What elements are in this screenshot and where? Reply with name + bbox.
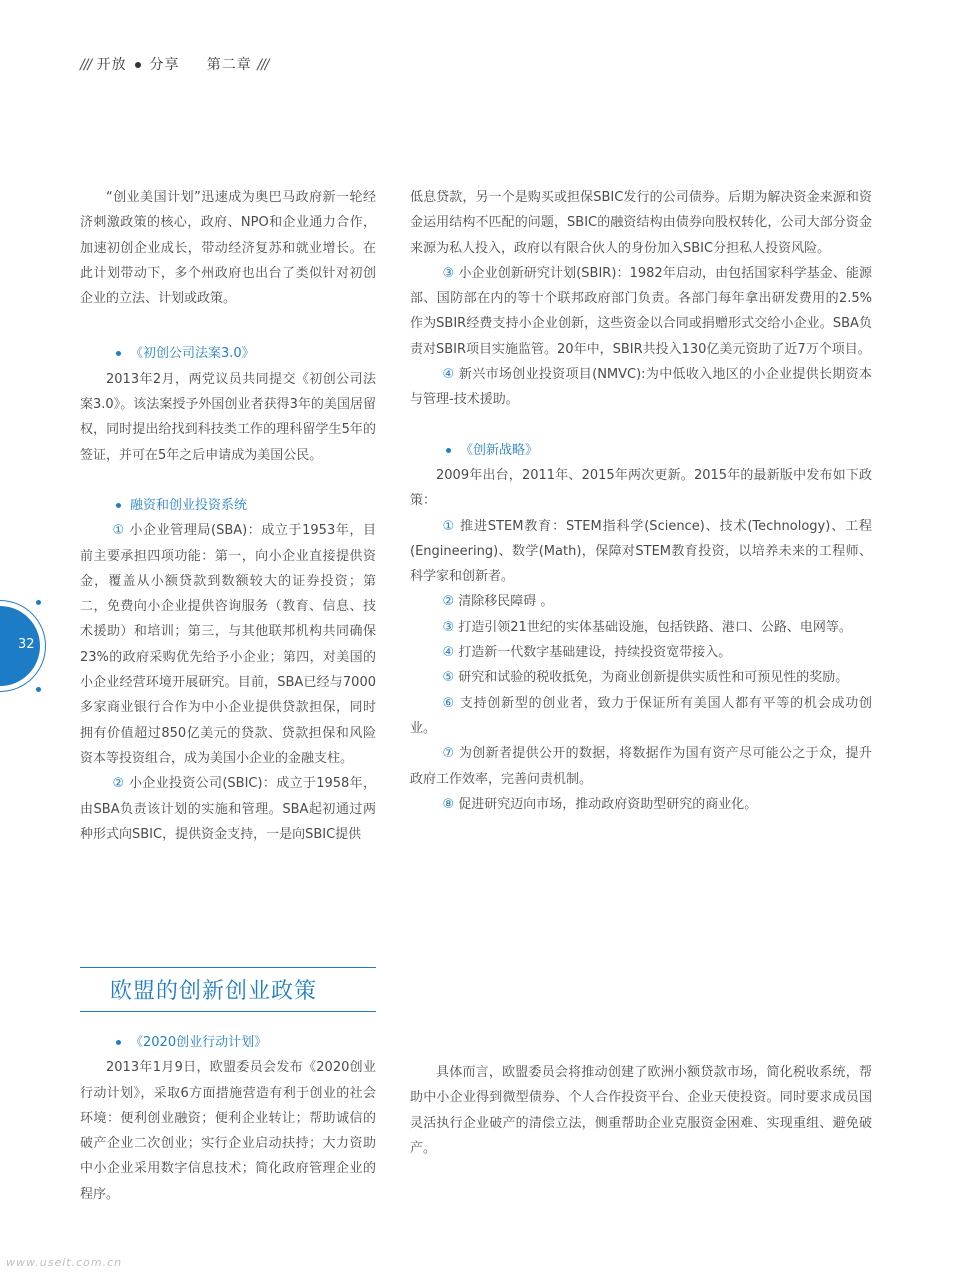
- section-title: 融资和创业投资系统: [130, 497, 248, 513]
- header-part2: 分享: [149, 57, 180, 73]
- item-text: 新兴市场创业投资项目(NMVC):为中低收入地区的小企业提供长期资本与管理-技术援助。: [410, 367, 872, 408]
- header-chapter: 第二章: [206, 57, 252, 73]
- item-number: ⑤: [442, 670, 455, 686]
- item-number: ⑦: [442, 746, 455, 762]
- intro-paragraph: “创业美国计划”迅速成为奥巴马政府新一轮经济刺激政策的核心，政府、NPO和企业通力合作，加速初创企业成长，带动经济复苏和就业增长。在此计划带动下，多个州政府也出台了类似针对初创企业的立法、计划或政策。: [80, 190, 376, 307]
- page-tab-dot-bottom: [36, 687, 41, 692]
- strategy-item: [410, 640, 872, 665]
- section-heading-2020-plan: [80, 1030, 376, 1055]
- running-header: [80, 54, 268, 74]
- sbic-continued-paragraph: 低息贷款，另一个是购买或担保SBIC发行的公司债券。后期为解决资金来源和资金运用结构不匹配的问题，SBIC的融资结构由债券向股权转化，公司大部分资金来源为私人投入，政府以有限合伙人的身份加入SBIC分担私人投资风险。: [410, 190, 872, 256]
- strategy-item: [410, 589, 872, 614]
- item-text: 小企业投资公司(SBIC)：成立于1958年，由SBA负责该计划的实施和管理。SBA起初通过两种形式向SBIC，提供资金支持，一是向SBIC提供: [80, 776, 376, 842]
- section-title: 《初创公司法案3.0》: [130, 346, 255, 362]
- section-heading-finance: [80, 493, 376, 518]
- section-heading-innovation-strategy: [410, 438, 872, 463]
- item-text: 打造引领21世纪的实体基础设施，包括铁路、港口、公路、电网等。: [454, 619, 852, 635]
- sba-paragraph: [80, 518, 376, 771]
- eu-2020-paragraph: 2013年1月9日，欧盟委员会发布《2020创业行动计划》，采取6方面措施营造有利于创业的社会环境：便利创业融资；便利企业转让；帮助诚信的破产企业二次创业；实行企业启动扶持；大力资助中小企业采用数字信息技术；简化政府管理企业的程序。: [80, 1060, 376, 1202]
- item-number: ⑧: [442, 796, 455, 812]
- section-heading-startup-act: [80, 341, 376, 366]
- item-text: 为创新者提供公开的数据，将数据作为国有资产尽可能公之于众，提升政府工作效率，完善问责机制。: [410, 746, 873, 787]
- item-number: ④: [442, 367, 455, 383]
- item-text: 支持创新型的创业者，致力于保证所有美国人都有平等的机会成功创业。: [410, 695, 872, 736]
- item-text: 小企业管理局(SBA)：成立于1953年，目前主要承担四项功能：第一，向小企业直接提供资金，覆盖从小额贷款到数额较大的证券投资；第二，免费向小企业提供咨询服务（教育、信息、技术援助）和培训；第三，与其他联邦机构共同确保23%的政府采购优先给予小企业；第四，对美国的小企业经营环境开展研究。目前，SBA已经与7000多家商业银行合作为中小企业提供贷款担保，同时拥有价值超过850亿美元的贷款、贷款担保和风险资本等投资组合，成为美国小企业的金融支柱。: [80, 523, 376, 766]
- item-text: 清除移民障碍 。: [454, 594, 554, 610]
- strategy-item: [410, 665, 872, 690]
- eu-left-column: [80, 1030, 376, 1207]
- strategy-list: [410, 514, 872, 818]
- item-number: ⑥: [442, 695, 455, 711]
- header-part1: 开放: [96, 57, 127, 73]
- item-number: ③: [442, 265, 455, 281]
- eu-title-rule-bottom: [80, 1011, 376, 1012]
- item-text: 打造新一代数字基础建设，持续投资宽带接入。: [454, 645, 732, 661]
- nmvc-paragraph: [410, 362, 872, 413]
- sbir-paragraph: [410, 261, 872, 362]
- item-number: ②: [442, 594, 455, 610]
- page-tab-dot-top: [36, 600, 41, 605]
- strategy-item: [410, 615, 872, 640]
- strategy-item: [410, 691, 872, 742]
- item-number: ①: [442, 518, 456, 534]
- item-text: 促进研究迈向市场，推动政府资助型研究的商业化。: [454, 796, 758, 812]
- watermark: www.useit.com.cn: [6, 1256, 123, 1269]
- section-title: 《2020创业行动计划》: [130, 1035, 268, 1050]
- left-column: [80, 185, 376, 847]
- item-text: 推进STEM教育：STEM指科学(Science)、技术(Technology)、工程(Engineering)、数学(Math)，保障对STEM教育投资，以培养未来的工程师、科学家和创新者。: [410, 518, 872, 585]
- header-slash-right: ///: [257, 57, 269, 73]
- startup-act-paragraph: 2013年2月，两党议员共同提交《初创公司法案3.0》。该法案授予外国创业者获得3年的美国居留权，同时提出给找到科技类工作的理科留学生5年的签证，并可在5年之后申请成为美国公民。: [80, 371, 376, 463]
- eu-right-column: [410, 1060, 872, 1161]
- eu-title-rule-top: [80, 967, 376, 968]
- sbic-paragraph: [80, 771, 376, 847]
- eu-detail-paragraph: 具体而言，欧盟委员会将推动创建了欧洲小额贷款市场，简化税收系统，帮助中小企业得到微型债券、个人合作投资平台、企业天使投资。同时要求成员国灵活执行企业破产的清偿立法，侧重帮助企业克服资金困难、实现重组、避免破产。: [410, 1065, 872, 1156]
- item-number: ③: [442, 619, 455, 635]
- item-number: ②: [112, 776, 125, 792]
- strategy-item: [410, 792, 872, 817]
- innovation-strategy-intro: 2009年出台，2011年、2015年两次更新。2015年的最新版中发布如下政策：: [410, 467, 872, 509]
- page-number: 32: [18, 637, 35, 652]
- item-text: 小企业创新研究计划(SBIR)：1982年启动，由包括国家科学基金、能源部、国防部在内的等十个联邦政府部门负责。各部门每年拿出研发费用的2.5%作为SBIR经费支持小企业创新，这些资金以合同或捐赠形式交给小企业。SBA负责对SBIR项目实施监管。20年中，SBIR共投入130亿美元资助了近7万个项目。: [410, 265, 873, 357]
- item-number: ④: [442, 645, 455, 661]
- section-title: 《创新战略》: [460, 442, 539, 458]
- eu-section-title: 欧盟的创新创业政策: [110, 979, 318, 1004]
- strategy-item: [410, 514, 872, 590]
- header-dot-icon: [135, 62, 141, 68]
- item-number: ①: [112, 523, 125, 539]
- item-text: 研究和试验的税收抵免，为商业创新提供实质性和可预见性的奖励。: [454, 670, 849, 686]
- header-slash-left: ///: [80, 57, 92, 73]
- strategy-item: [410, 741, 872, 792]
- right-column: [410, 185, 872, 817]
